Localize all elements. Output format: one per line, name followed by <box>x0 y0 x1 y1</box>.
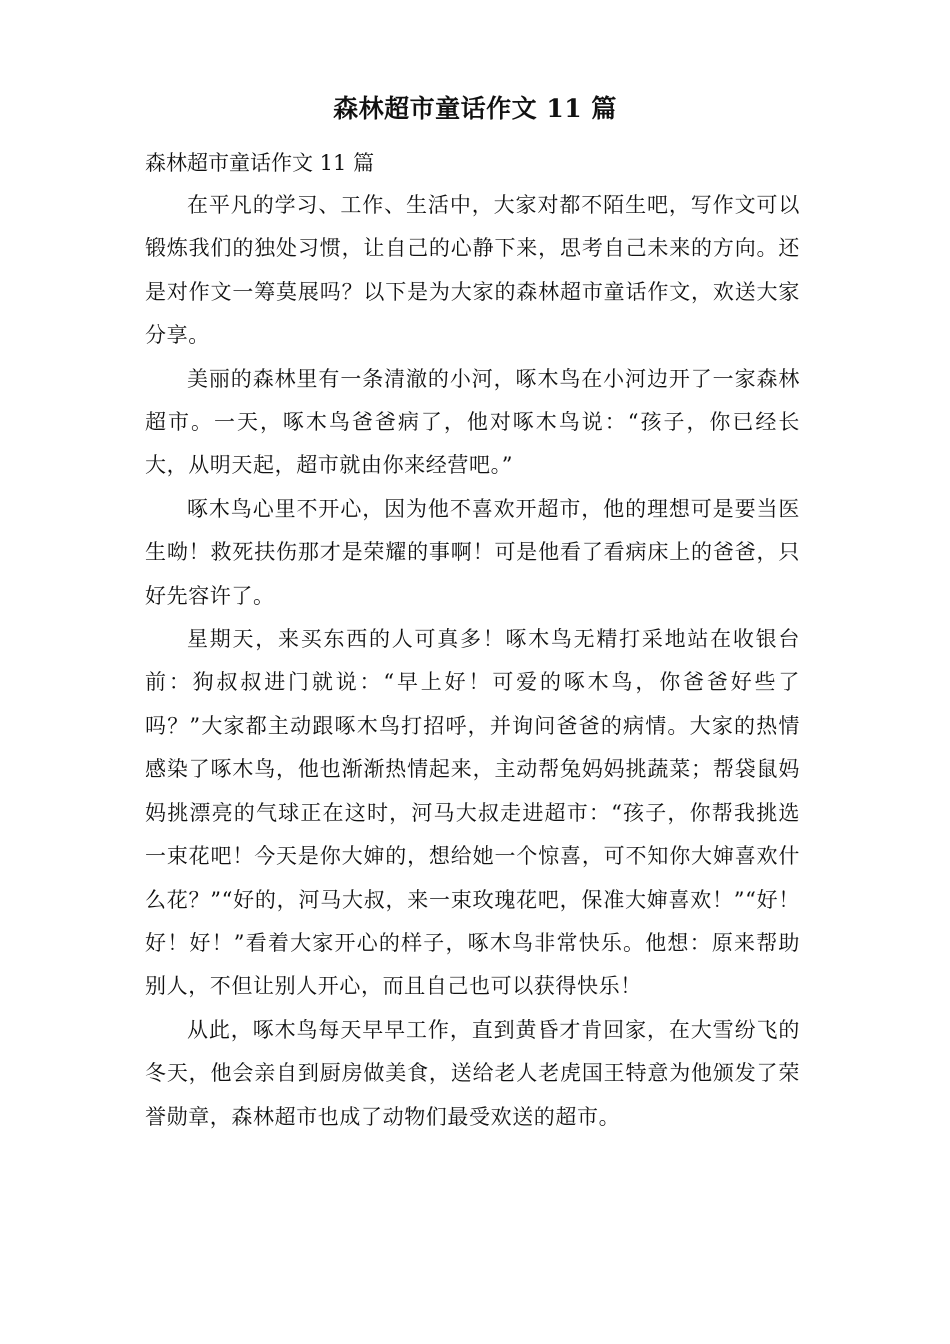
paragraph-story-4: 从此，啄木鸟每天早早工作，直到黄昏才肯回家，在大雪纷飞的冬天，他会亲自到厨房做美食，送给老人老虎国王特意为他颁发了荣誉勋章，森林超市也成了动物们最受欢送的超市。 <box>145 1017 800 1129</box>
document-title: 森林超市童话作文 11 篇 <box>333 94 617 123</box>
paragraph-story-3: 星期天，来买东西的人可真多！啄木鸟无精打采地站在收银台前：狗叔叔进门就说：“早上好！可爱的啄木鸟，你爸爸好些了吗？”大家都主动跟啄木鸟打招呼，并询问爸爸的病情。大家的热情感染了啄木鸟，他也渐渐热情起来，主动帮兔妈妈挑蔬菜；帮袋鼠妈妈挑漂亮的气球正在这时，河马大叔走进超市：“孩子，你帮我挑选一束花吧！今天是你大婶的，想给她一个惊喜，可不知你大婶喜欢什么花？”“好的，河马大叔，来一束玫瑰花吧，保准大婶喜欢！”“好！好！好！”看着大家开心的样子，啄木鸟非常快乐。他想：原来帮助别人，不但让别人开心，而且自己也可以获得快乐！ <box>145 627 800 999</box>
paragraph-intro: 在平凡的学习、工作、生活中，大家对都不陌生吧，写作文可以锻炼我们的独处习惯，让自己的心静下来，思考自己未来的方向。还是对作文一筹莫展吗？以下是为大家的森林超市童话作文，欢送大家分享。 <box>145 193 800 348</box>
document-subtitle: 森林超市童话作文 11 篇 <box>145 151 375 175</box>
paragraph-story-2: 啄木鸟心里不开心，因为他不喜欢开超市，他的理想可是要当医生呦！救死扶伤那才是荣耀的事啊！可是他看了看病床上的爸爸，只好先容许了。 <box>145 496 800 608</box>
paragraph-story-1: 美丽的森林里有一条清澈的小河，啄木鸟在小河边开了一家森林超市。一天，啄木鸟爸爸病了，他对啄木鸟说：“孩子，你已经长大，从明天起，超市就由你来经营吧。” <box>145 366 800 478</box>
document-body <box>145 146 800 1139</box>
